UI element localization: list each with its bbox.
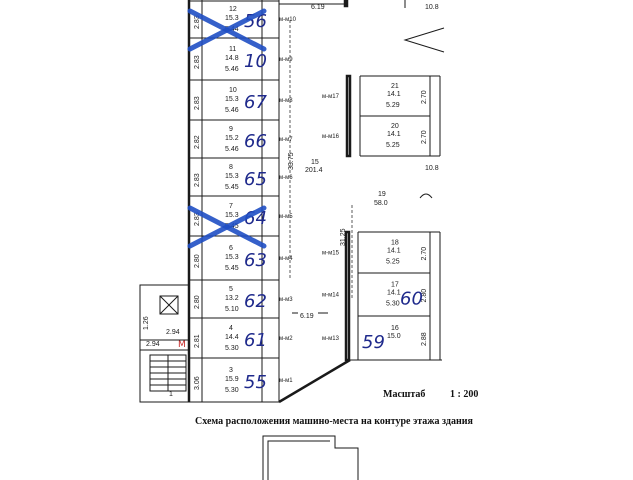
parking-space-7 bbox=[190, 203, 293, 246]
space-area: 15.3 bbox=[225, 254, 239, 261]
right-stall-block-lower bbox=[322, 232, 440, 360]
space-area: 14.1 bbox=[387, 91, 401, 98]
space-length: 5.45 bbox=[225, 223, 239, 230]
hall-area: 58.0 bbox=[374, 200, 388, 207]
space-width: 2.83 bbox=[194, 173, 201, 187]
handwritten-number: 56 bbox=[244, 11, 267, 32]
space-marker: м-м8 bbox=[279, 98, 293, 104]
space-width: 2.83 bbox=[194, 212, 201, 226]
space-area: 14.1 bbox=[387, 289, 401, 297]
parking-space-16 bbox=[322, 325, 428, 353]
space-width: 2.82 bbox=[194, 135, 201, 149]
space-number: 17 bbox=[391, 281, 399, 289]
space-length: 5.10 bbox=[225, 306, 239, 313]
space-area: 14.1 bbox=[387, 247, 401, 255]
handwritten-number: 55 bbox=[244, 372, 267, 393]
handwritten-number: 62 bbox=[244, 291, 267, 312]
stair-mark: M bbox=[178, 340, 186, 350]
space-width: 2.83 bbox=[194, 55, 201, 69]
plan-caption: Схема расположения машино-места на контуре этажа здания bbox=[195, 416, 473, 427]
space-marker: м-м17 bbox=[322, 94, 339, 100]
parking-space-12 bbox=[190, 6, 297, 49]
top-right-area bbox=[345, 0, 444, 52]
space-area: 15.3 bbox=[225, 15, 239, 22]
parking-space-4 bbox=[194, 325, 293, 352]
hall-number: 19 bbox=[378, 191, 386, 198]
space-length: 5.46 bbox=[225, 146, 239, 153]
handwritten-number: 59 bbox=[362, 332, 385, 353]
space-length: 5.30 bbox=[225, 387, 239, 394]
space-number: 12 bbox=[229, 6, 237, 13]
parking-space-10 bbox=[194, 87, 293, 114]
space-width: 2.80 bbox=[194, 295, 201, 309]
parking-space-20 bbox=[322, 123, 428, 149]
space-number: 6 bbox=[229, 245, 233, 252]
space-marker: м-м3 bbox=[279, 297, 293, 303]
parking-space-5 bbox=[194, 286, 293, 313]
space-length: 5.46 bbox=[225, 107, 239, 114]
space-number: 18 bbox=[391, 239, 399, 247]
space-area: 15.2 bbox=[225, 135, 239, 142]
space-width: 2.83 bbox=[194, 96, 201, 110]
corridor-area: 201.4 bbox=[305, 167, 323, 174]
space-area: 14.4 bbox=[225, 334, 239, 341]
stair-dim-b: 2.94 bbox=[166, 329, 180, 336]
space-length: 5.45 bbox=[225, 265, 239, 272]
space-length: 5.46 bbox=[225, 66, 239, 73]
space-number: 16 bbox=[391, 325, 399, 332]
scale-label: Масштаб bbox=[383, 389, 426, 400]
space-area: 15.3 bbox=[225, 96, 239, 103]
space-width: 2.80 bbox=[421, 288, 428, 303]
space-number: 21 bbox=[391, 83, 399, 90]
space-number: 20 bbox=[391, 123, 399, 130]
parking-space-8 bbox=[194, 164, 293, 191]
hall-19 bbox=[340, 191, 432, 300]
space-area: 14.1 bbox=[387, 131, 401, 138]
parking-space-17 bbox=[322, 282, 428, 310]
space-number: 11 bbox=[229, 46, 237, 53]
right-stall-block-upper bbox=[322, 76, 440, 172]
parking-space-18 bbox=[322, 240, 428, 266]
parking-space-9 bbox=[194, 126, 293, 153]
corridor bbox=[279, 4, 442, 402]
space-number: 7 bbox=[229, 203, 233, 210]
space-number: 10 bbox=[229, 87, 237, 94]
space-marker: м-м6 bbox=[279, 175, 293, 181]
corridor-length: 33.75 bbox=[288, 152, 295, 170]
space-width: 3.06 bbox=[194, 376, 201, 390]
space-length: 5.45 bbox=[225, 184, 239, 191]
handwritten-number: 61 bbox=[244, 330, 267, 351]
space-number: 3 bbox=[229, 367, 233, 374]
space-width: 2.70 bbox=[421, 90, 428, 104]
space-length: 5.30 bbox=[225, 345, 239, 352]
parking-space-21 bbox=[322, 83, 428, 109]
space-marker: м-м9 bbox=[279, 57, 293, 63]
handwritten-number: 64 bbox=[244, 208, 267, 229]
space-width: 2.81 bbox=[194, 334, 201, 348]
handwritten-number: 63 bbox=[244, 250, 267, 271]
space-marker: м-м4 bbox=[279, 256, 293, 262]
space-marker: м-м14 bbox=[322, 292, 339, 299]
space-marker: м-м2 bbox=[279, 336, 293, 342]
handwritten-number: 10 bbox=[244, 51, 267, 72]
space-area: 15.3 bbox=[225, 173, 239, 180]
space-area: 14.8 bbox=[225, 55, 239, 62]
space-number: 4 bbox=[229, 325, 233, 332]
space-marker: м-м5 bbox=[279, 214, 293, 220]
space-marker: м-м7 bbox=[279, 137, 293, 143]
stair-number: 1 bbox=[169, 391, 173, 398]
space-width: 2.88 bbox=[421, 332, 428, 346]
space-length: 5.25 bbox=[386, 258, 400, 266]
scale-value: 1 : 200 bbox=[450, 389, 479, 400]
left-stall-block bbox=[189, 0, 297, 402]
space-length: 5.25 bbox=[386, 142, 400, 149]
stair-dim-a: 1.26 bbox=[143, 316, 150, 330]
stair-dim-c: 2.94 bbox=[146, 341, 160, 348]
space-length: 5.29 bbox=[386, 102, 400, 109]
handwritten-number: 67 bbox=[244, 92, 267, 113]
space-marker: м-м10 bbox=[279, 17, 296, 23]
handwritten-number: 65 bbox=[244, 169, 267, 190]
space-area: 15.9 bbox=[225, 376, 239, 383]
space-width: 2.80 bbox=[194, 254, 201, 268]
space-width: 2.70 bbox=[421, 130, 428, 144]
top-dim-left: 6.19 bbox=[311, 4, 325, 11]
space-marker: м-м13 bbox=[322, 336, 339, 342]
space-area: 15.3 bbox=[225, 212, 239, 219]
space-area: 13.2 bbox=[225, 295, 239, 302]
handwritten-number: 66 bbox=[244, 131, 267, 152]
space-width: 2.83 bbox=[194, 15, 201, 29]
corridor-number: 15 bbox=[311, 159, 319, 166]
top-dim-right: 10.8 bbox=[425, 4, 439, 11]
stair-block bbox=[140, 285, 189, 402]
parking-space-6 bbox=[194, 245, 293, 272]
space-width: 2.70 bbox=[421, 246, 428, 261]
hall-dim-vertical: 31.25 bbox=[340, 228, 347, 246]
corridor-dim-bottom: 6.19 bbox=[300, 313, 314, 320]
space-marker: м-м15 bbox=[322, 250, 339, 257]
space-number: 8 bbox=[229, 164, 233, 171]
space-length: 5.44 bbox=[225, 26, 239, 33]
space-marker: м-м1 bbox=[279, 378, 293, 384]
space-number: 5 bbox=[229, 286, 233, 293]
parking-space-3 bbox=[194, 367, 293, 394]
space-number: 9 bbox=[229, 126, 233, 133]
bottom-outline bbox=[263, 436, 358, 480]
parking-space-11 bbox=[194, 46, 293, 73]
handwritten-number: 60 bbox=[400, 288, 423, 310]
space-area: 15.0 bbox=[387, 333, 401, 340]
space-length: 5.30 bbox=[386, 300, 400, 308]
space-marker: м-м16 bbox=[322, 134, 339, 140]
hall-width-mark: 10.8 bbox=[425, 165, 439, 172]
